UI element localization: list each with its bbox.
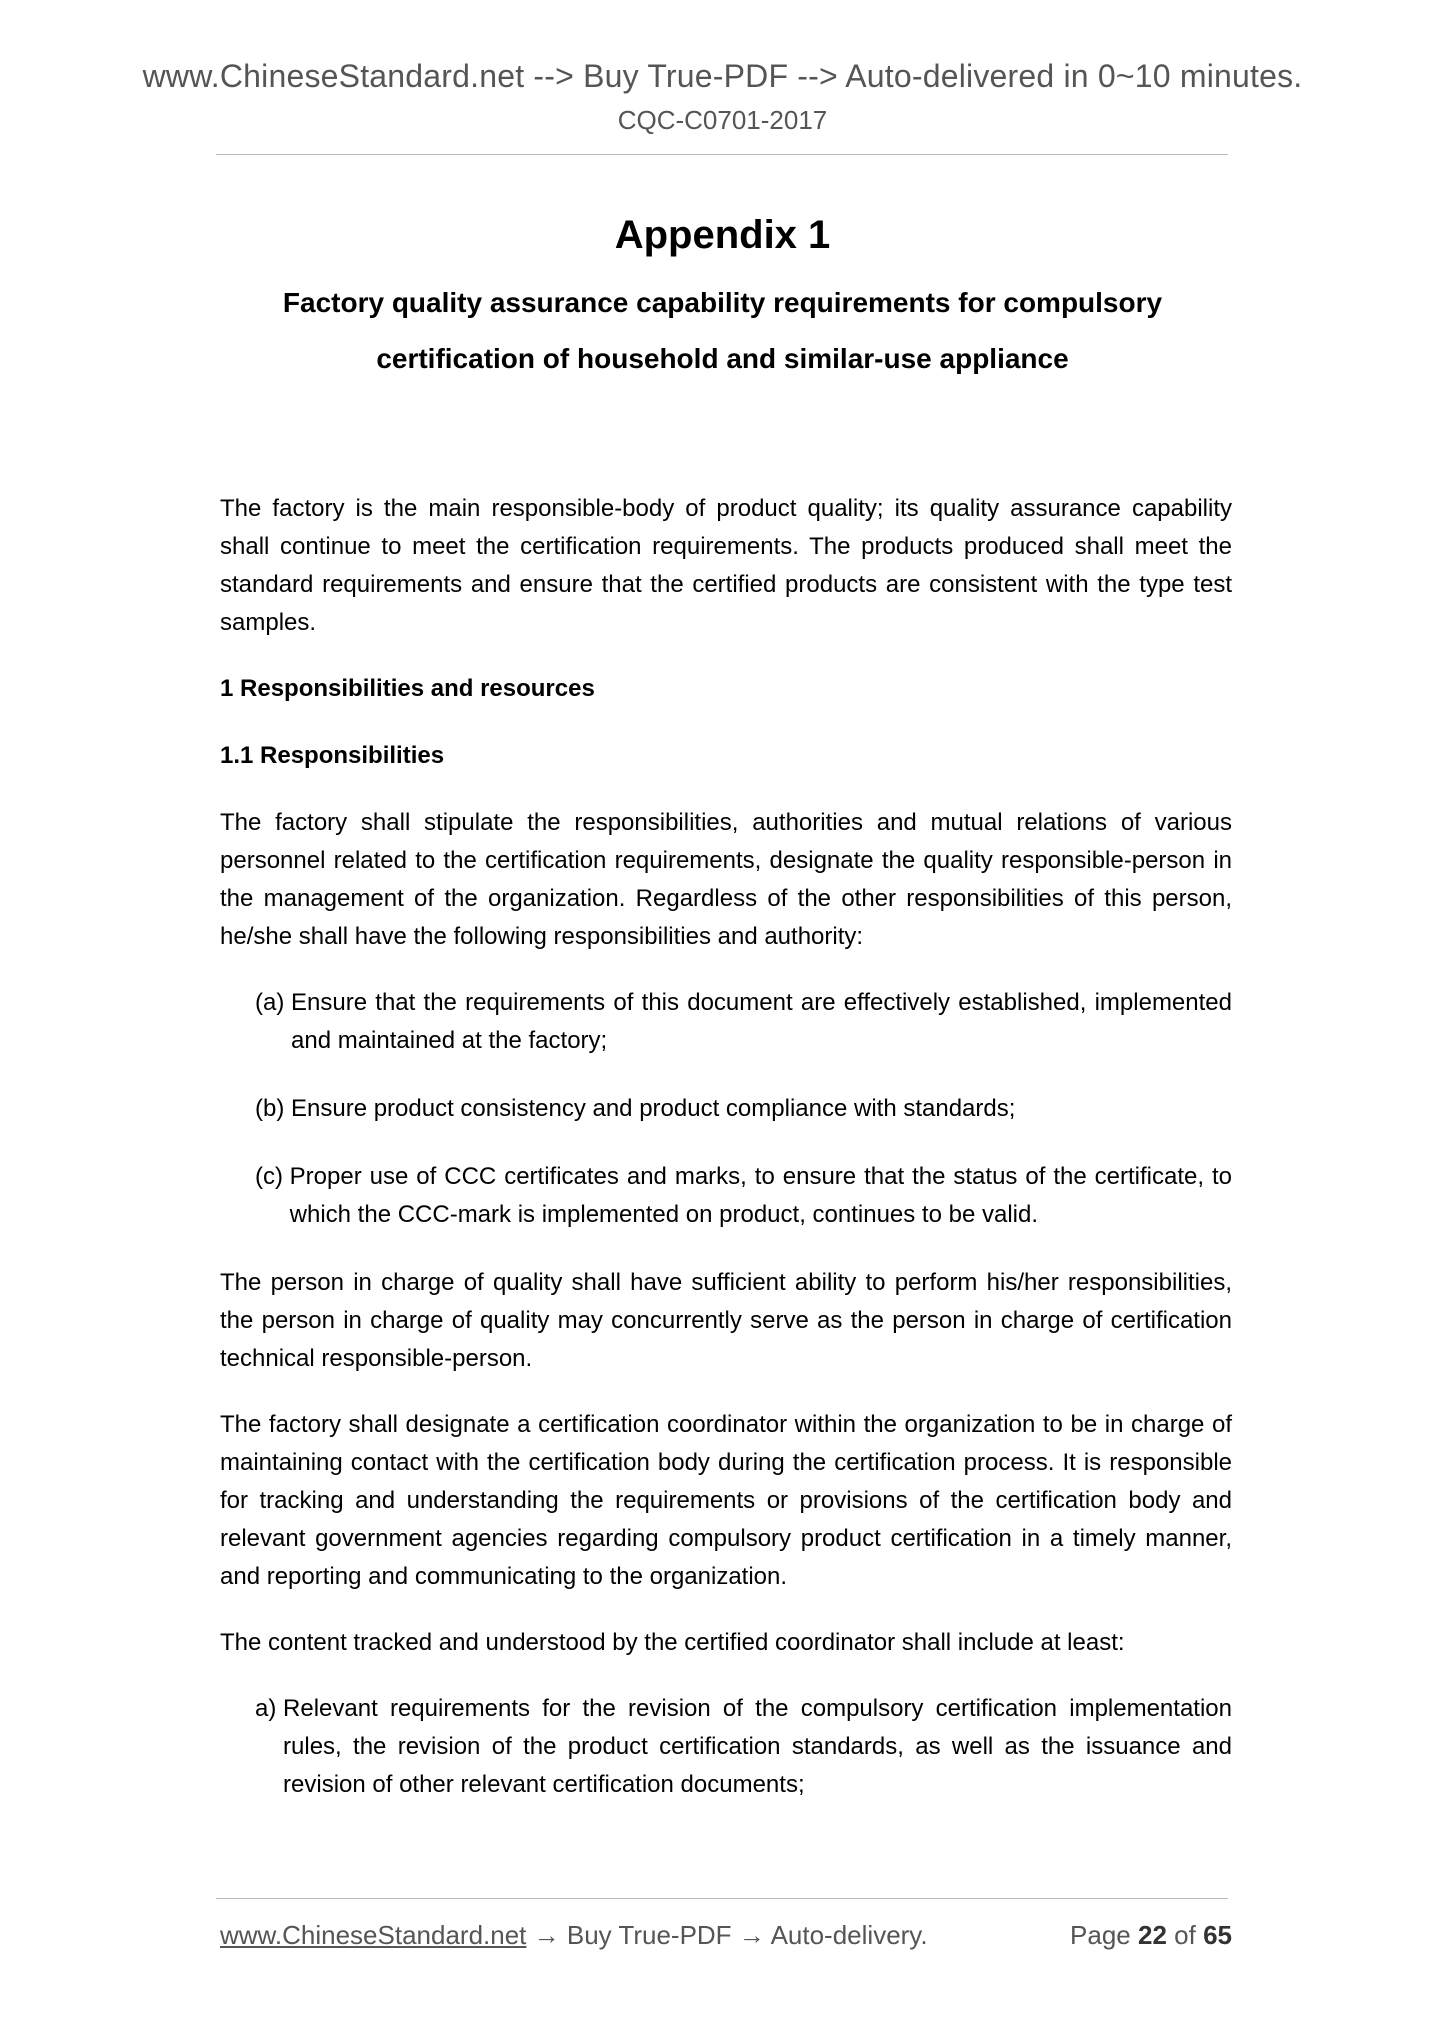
list-item: [220, 984, 1232, 1060]
section-heading-1-1: 1.1 Responsibilities: [220, 742, 445, 769]
document-id: CQC-C0701-2017: [617, 105, 828, 135]
list-item-label: a): [255, 1695, 284, 1722]
list-item-label: (a): [255, 989, 291, 1016]
footer-trail: → Buy True-PDF → Auto-delivery.: [526, 1920, 928, 1950]
coordinator-paragraph: The factory shall designate a certification coordinator within the organization to be in charge of maintaining contact with the certification body during the certification process. It is responsible for tracking and understanding the requirements or provisions of the certification body and relevant government agencies regarding compulsory product certification in a timely manner, and reporting and communicating to the organization.: [220, 1411, 1232, 1590]
responsibilities-paragraph: The factory shall stipulate the responsibilities, authorities and mutual relations of various personnel related to the certification requirements, designate the quality responsible-person in the management of the organization. Regardless of the other responsibilities of this person, he/she shall have the following responsibilities and authority:: [220, 809, 1232, 950]
list-item-text: Ensure that the requirements of this document are effectively established, implemented and maintained at the factory;: [291, 989, 1232, 1054]
document-body: [220, 490, 1232, 1834]
list-item-label: (b): [255, 1095, 291, 1122]
header-divider: [216, 154, 1228, 155]
total-pages: 65: [1203, 1920, 1232, 1950]
quality-person-paragraph: The person in charge of quality shall have sufficient ability to perform his/her responsibilities, the person in charge of quality may concurrently serve as the person in charge of certification technical responsible-person.: [220, 1269, 1232, 1372]
list-item: [220, 1158, 1232, 1234]
current-page: 22: [1138, 1920, 1167, 1950]
list-item: [220, 1090, 1232, 1128]
footer-site-link[interactable]: www.ChineseStandard.net: [220, 1920, 527, 1950]
header-banner: www.ChineseStandard.net --> Buy True-PDF --> Auto-delivered in 0~10 minutes.: [142, 58, 1303, 94]
list-item: [220, 1690, 1232, 1804]
list-item-text: Ensure product consistency and product compliance with standards;: [291, 1095, 1016, 1122]
page-number: Page 22 of 65: [1070, 1920, 1232, 1950]
tracked-content-paragraph: The content tracked and understood by the certified coordinator shall include at least:: [220, 1629, 1125, 1656]
footer-divider: [216, 1898, 1228, 1899]
list-item-text: Proper use of CCC certificates and marks, to ensure that the status of the certificate, to which the CCC-mark is implemented on product, continues to be valid.: [289, 1163, 1232, 1228]
subtitle-line-2: certification of household and similar-use appliance: [376, 343, 1069, 374]
list-item-label: (c): [255, 1163, 290, 1190]
page-footer: [220, 1920, 1232, 1951]
footer-left: [220, 1920, 928, 1951]
intro-paragraph: The factory is the main responsible-body of product quality; its quality assurance capability shall continue to meet the certification requirements. The products produced shall meet the standard requirements and ensure that the certified products are consistent with the type test samples.: [220, 495, 1232, 636]
section-heading-1: 1 Responsibilities and resources: [220, 675, 595, 702]
list-item-text: Relevant requirements for the revision of the compulsory certification implementation rules, the revision of the product certification standards, as well as the issuance and revision of other relevant certification documents;: [283, 1695, 1232, 1798]
page-title: Appendix 1: [614, 213, 831, 257]
subtitle-line-1: Factory quality assurance capability requirements for compulsory: [282, 287, 1163, 318]
